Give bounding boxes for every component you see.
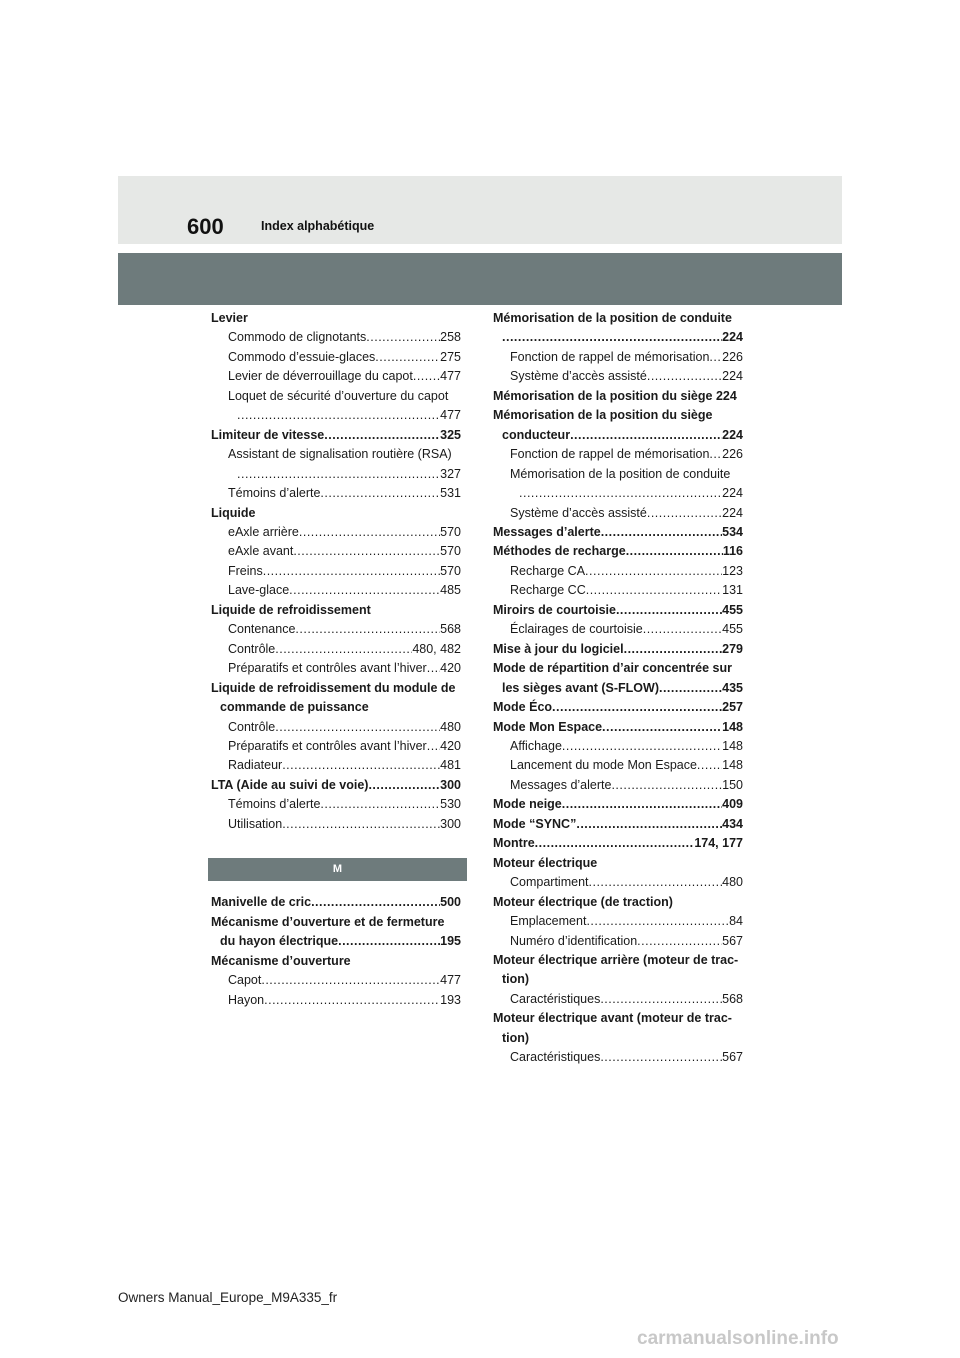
entry-page-ref: 480 xyxy=(440,719,461,734)
index-entry xyxy=(211,387,461,406)
entry-term: Mode Mon Espace xyxy=(493,719,603,734)
entry-term: Moteur électrique avant (moteur de trac- xyxy=(493,1011,732,1026)
entry-term: Levier xyxy=(211,311,248,325)
header-dark-band xyxy=(118,253,842,305)
dot-leader xyxy=(519,484,722,503)
dot-leader xyxy=(626,542,723,561)
index-entry xyxy=(211,913,461,932)
entry-term: Liquide de refroidissement xyxy=(211,602,371,617)
entry-term: Recharge CA xyxy=(510,563,586,578)
entry-term: Messages d’alerte xyxy=(493,524,601,539)
index-entry xyxy=(493,309,743,328)
entry-term: conducteur xyxy=(502,427,571,442)
index-entry xyxy=(493,504,743,523)
page-number: 600 xyxy=(187,214,224,239)
entry-term: du hayon électrique xyxy=(220,934,339,949)
dot-leader xyxy=(368,776,440,795)
entry-term: tion) xyxy=(502,1030,530,1045)
entry-term: Mode neige xyxy=(493,797,562,812)
entry-term: Commodo d’essuie-glaces xyxy=(228,349,376,364)
entry-term: Emplacement xyxy=(510,914,587,929)
entry-page-ref: 480 xyxy=(722,875,743,890)
dot-leader xyxy=(600,1048,722,1067)
index-entry xyxy=(211,406,461,425)
index-entry xyxy=(493,737,743,756)
index-entry xyxy=(493,659,743,678)
entry-page-ref: 420 xyxy=(440,738,461,753)
index-entries-l-group xyxy=(211,309,461,834)
dot-leader xyxy=(237,406,440,425)
dot-leader xyxy=(562,737,722,756)
index-entry xyxy=(211,542,461,561)
entry-term: Mémorisation de la position du siège 224 xyxy=(493,388,737,403)
index-entry xyxy=(493,1009,743,1028)
dot-leader xyxy=(282,815,440,834)
index-entry xyxy=(211,932,461,951)
index-entry xyxy=(493,1048,743,1067)
entry-term: Mémorisation de la position de conduite xyxy=(493,311,732,325)
entry-page-ref: 568 xyxy=(722,991,743,1006)
entry-term: Système d’accès assisté xyxy=(510,505,647,520)
index-entry xyxy=(493,523,743,542)
dot-leader xyxy=(600,990,722,1009)
index-entry xyxy=(493,990,743,1009)
entry-page-ref: 148 xyxy=(722,738,743,753)
index-entry xyxy=(493,756,743,775)
entry-term: Préparatifs et contrôles avant l’hiver xyxy=(228,661,427,676)
entry-page-ref: 325 xyxy=(440,427,461,442)
entry-term: Limiteur de vitesse xyxy=(211,427,325,442)
dot-leader xyxy=(562,795,722,814)
index-entry xyxy=(211,504,461,523)
entry-page-ref: 148 xyxy=(722,719,743,734)
entry-term: Liquide de refroidissement du module de xyxy=(211,680,456,695)
dot-leader xyxy=(311,893,440,912)
entry-page-ref: 567 xyxy=(722,1050,743,1065)
entry-term: eAxle avant xyxy=(228,544,294,559)
entry-page-ref: 455 xyxy=(722,602,743,617)
entry-page-ref: 531 xyxy=(440,486,461,501)
entry-term: tion) xyxy=(502,972,530,987)
entry-page-ref: 567 xyxy=(722,933,743,948)
entry-term: Éclairages de courtoisie xyxy=(510,622,643,637)
entry-term: Témoins d’alerte xyxy=(228,486,321,501)
index-entry xyxy=(211,367,461,386)
entry-term: Mode “SYNC” xyxy=(493,816,577,831)
entry-page-ref: 193 xyxy=(440,992,461,1007)
index-entry xyxy=(493,542,743,561)
entry-term: Moteur électrique xyxy=(493,855,598,870)
index-entry xyxy=(211,581,461,600)
dot-leader xyxy=(324,426,440,445)
dot-leader xyxy=(275,718,440,737)
dot-leader xyxy=(289,581,440,600)
dot-leader xyxy=(366,328,440,347)
index-entry xyxy=(211,601,461,620)
entry-term: Contenance xyxy=(228,622,296,637)
index-entry xyxy=(493,406,743,425)
index-entry xyxy=(493,640,743,659)
index-entry xyxy=(211,718,461,737)
entry-page-ref: 477 xyxy=(440,408,461,423)
index-entry xyxy=(211,562,461,581)
entry-term: eAxle arrière xyxy=(228,524,299,539)
entry-term: Lave-glace xyxy=(228,583,290,598)
entry-term: Messages d’alerte xyxy=(510,777,612,792)
index-entry xyxy=(211,659,461,678)
entry-term: Freins xyxy=(228,563,263,578)
entry-term: Fonction de rappel de mémorisation xyxy=(510,447,710,462)
dot-leader xyxy=(282,756,440,775)
index-entry xyxy=(211,795,461,814)
entry-term: Recharge CC xyxy=(510,583,586,598)
entry-term: Numéro d’identification xyxy=(510,933,638,948)
entry-term: Affichage xyxy=(510,738,562,753)
index-entry xyxy=(493,367,743,386)
entry-page-ref: 477 xyxy=(440,369,461,384)
entry-page-ref: 477 xyxy=(440,973,461,988)
entry-page-ref: 570 xyxy=(440,524,461,539)
index-entry xyxy=(493,834,743,853)
entry-term: Caractéristiques xyxy=(510,1050,601,1065)
entry-term: Préparatifs et contrôles avant l’hiver xyxy=(228,738,427,753)
entry-page-ref: 224 xyxy=(722,486,743,501)
index-entry xyxy=(493,698,743,717)
index-entry xyxy=(211,698,461,717)
entry-term: Assistant de signalisation routière (RSA) xyxy=(228,447,452,462)
dot-leader xyxy=(338,932,440,951)
dot-leader xyxy=(637,932,722,951)
entry-page-ref: 500 xyxy=(440,895,461,910)
entry-term: Utilisation xyxy=(228,816,283,831)
index-entry xyxy=(493,795,743,814)
index-entry xyxy=(493,815,743,834)
entry-page-ref: 226 xyxy=(722,349,743,364)
entry-page-ref: 300 xyxy=(440,816,461,831)
entry-term: Mémorisation de la position de conduite xyxy=(510,466,731,481)
entry-page-ref: 195 xyxy=(440,934,461,949)
entry-term: Hayon xyxy=(228,992,265,1007)
dot-leader xyxy=(585,562,722,581)
entry-page-ref: 481 xyxy=(440,758,461,773)
index-entry xyxy=(493,484,743,503)
index-entry xyxy=(211,465,461,484)
entry-term: Radiateur xyxy=(228,758,283,773)
index-entry xyxy=(493,951,743,970)
index-entry xyxy=(493,893,743,912)
dot-leader xyxy=(293,542,440,561)
index-entry xyxy=(211,328,461,347)
index-entry xyxy=(493,620,743,639)
entry-term: LTA (Aide au suivi de voie) xyxy=(211,777,369,792)
dot-leader xyxy=(602,718,722,737)
entry-term: Mise à jour du logiciel xyxy=(493,641,624,656)
index-entry xyxy=(493,426,743,445)
entry-term: Système d’accès assisté xyxy=(510,369,647,384)
index-entry xyxy=(493,387,743,406)
dot-leader xyxy=(264,991,440,1010)
entry-term: Liquide xyxy=(211,505,256,520)
dot-leader xyxy=(647,367,722,386)
watermark: carmanualsonline.info xyxy=(637,1328,839,1349)
entry-term: Contrôle xyxy=(228,719,276,734)
entry-term: les sièges avant (S-FLOW) xyxy=(502,680,659,695)
entry-page-ref: 131 xyxy=(722,583,743,598)
index-entry xyxy=(211,620,461,639)
entry-page-ref: 226 xyxy=(722,447,743,462)
dot-leader xyxy=(624,640,723,659)
index-entry xyxy=(211,445,461,464)
entry-term: Mécanisme d’ouverture et de fermeture xyxy=(211,914,445,929)
index-column-right xyxy=(493,309,743,1068)
index-entry xyxy=(493,718,743,737)
entry-page-ref: 123 xyxy=(722,563,743,578)
dot-leader xyxy=(261,971,440,990)
dot-leader xyxy=(535,834,695,853)
entry-page-ref: 300 xyxy=(440,777,461,792)
index-entry xyxy=(493,679,743,698)
entry-page-ref: 534 xyxy=(722,524,743,539)
entry-page-ref: 570 xyxy=(440,544,461,559)
dot-leader xyxy=(647,504,722,523)
dot-leader xyxy=(427,737,440,756)
index-entry xyxy=(493,445,743,464)
index-entry xyxy=(211,815,461,834)
index-entry xyxy=(493,581,743,600)
dot-leader xyxy=(502,328,722,347)
entry-page-ref: 224 xyxy=(722,330,743,345)
dot-leader xyxy=(320,484,440,503)
entry-page-ref: 480, 482 xyxy=(412,641,461,656)
dot-leader xyxy=(586,912,729,931)
index-entry xyxy=(211,893,461,912)
entry-page-ref: 435 xyxy=(722,680,743,695)
entry-page-ref: 224 xyxy=(722,505,743,520)
footer-doc-id: Owners Manual_Europe_M9A335_fr xyxy=(118,1290,338,1305)
entry-page-ref: 327 xyxy=(440,466,461,481)
index-entry xyxy=(211,776,461,795)
dot-leader xyxy=(570,426,722,445)
index-entry xyxy=(211,991,461,1010)
dot-leader xyxy=(237,465,440,484)
index-entry xyxy=(493,328,743,347)
entry-page-ref: 530 xyxy=(440,797,461,812)
entry-page-ref: 420 xyxy=(440,661,461,676)
entry-page-ref: 258 xyxy=(440,330,461,345)
header-band xyxy=(118,176,842,244)
entry-page-ref: 257 xyxy=(722,700,743,715)
entry-term: Miroirs de courtoisie xyxy=(493,602,616,617)
dot-leader xyxy=(601,523,722,542)
dot-leader xyxy=(611,776,722,795)
entry-term: Loquet de sécurité d’ouverture du capot xyxy=(228,388,449,403)
dot-leader xyxy=(320,795,440,814)
entry-page-ref: 485 xyxy=(440,583,461,598)
index-entry xyxy=(211,426,461,445)
index-entry xyxy=(493,912,743,931)
entry-page-ref: 150 xyxy=(722,777,743,792)
entry-term: Commodo de clignotants xyxy=(228,330,367,345)
entry-term: Capot xyxy=(228,973,262,988)
letter-section-header: M xyxy=(208,858,467,881)
dot-leader xyxy=(552,698,722,717)
index-entry xyxy=(493,562,743,581)
dot-leader xyxy=(263,562,440,581)
index-entry xyxy=(493,854,743,873)
index-entry xyxy=(493,776,743,795)
entry-page-ref: 174, 177 xyxy=(694,836,743,851)
index-entry xyxy=(211,309,461,328)
entry-page-ref: 434 xyxy=(722,816,743,831)
entry-page-ref: 455 xyxy=(722,622,743,637)
dot-leader xyxy=(275,640,412,659)
dot-leader xyxy=(295,620,440,639)
index-entry xyxy=(493,970,743,989)
index-entry xyxy=(211,679,461,698)
index-entry xyxy=(211,348,461,367)
entry-term: Méthodes de recharge xyxy=(493,544,626,559)
index-entry xyxy=(493,1029,743,1048)
dot-leader xyxy=(659,679,722,698)
entry-page-ref: 568 xyxy=(440,622,461,637)
entry-page-ref: 570 xyxy=(440,563,461,578)
entry-term: commande de puissance xyxy=(220,700,369,715)
dot-leader xyxy=(643,620,722,639)
index-column-left xyxy=(211,309,461,1010)
index-entries-right xyxy=(493,309,743,1068)
index-entry xyxy=(211,737,461,756)
entry-term: Contrôle xyxy=(228,641,276,656)
index-entry xyxy=(211,523,461,542)
entry-term: Moteur électrique arrière (moteur de trac- xyxy=(493,952,739,967)
index-entry xyxy=(211,640,461,659)
entry-term: Mémorisation de la position du siège xyxy=(493,408,713,423)
dot-leader xyxy=(586,581,722,600)
entry-term: Témoins d’alerte xyxy=(228,797,321,812)
entry-page-ref: 275 xyxy=(440,349,461,364)
entry-term: Mécanisme d’ouverture xyxy=(211,953,351,968)
entry-term: Moteur électrique (de traction) xyxy=(493,894,673,909)
entry-term: Levier de déverrouillage du capot xyxy=(228,369,413,384)
entry-term: Fonction de rappel de mémorisation xyxy=(510,349,710,364)
dot-leader xyxy=(709,348,722,367)
entry-term: Mode Éco xyxy=(493,700,553,715)
dot-leader xyxy=(375,348,440,367)
dot-leader xyxy=(576,815,722,834)
index-entry xyxy=(493,601,743,620)
index-entry xyxy=(493,873,743,892)
entry-page-ref: 279 xyxy=(722,641,743,656)
index-entry xyxy=(211,971,461,990)
entry-term: Montre xyxy=(493,836,535,851)
dot-leader xyxy=(299,523,440,542)
index-entry xyxy=(211,756,461,775)
entry-page-ref: 148 xyxy=(722,758,743,773)
dot-leader xyxy=(697,756,722,775)
entry-term: Compartiment xyxy=(510,875,589,890)
dot-leader xyxy=(709,445,722,464)
index-entry xyxy=(493,465,743,484)
entry-term: Manivelle de cric xyxy=(211,895,312,910)
dot-leader xyxy=(616,601,722,620)
entry-term: Mode de répartition d’air concentrée sur xyxy=(493,661,732,676)
dot-leader xyxy=(413,367,440,386)
entry-page-ref: 409 xyxy=(722,797,743,812)
entry-page-ref: 224 xyxy=(722,369,743,384)
index-entries-m-group xyxy=(211,893,461,1010)
index-entry xyxy=(493,932,743,951)
section-title: Index alphabétique xyxy=(261,219,375,233)
dot-leader xyxy=(589,873,723,892)
entry-term: Caractéristiques xyxy=(510,991,601,1006)
index-entry xyxy=(493,348,743,367)
entry-term: Lancement du mode Mon Espace xyxy=(510,758,697,773)
index-entry xyxy=(211,484,461,503)
index-entry xyxy=(211,952,461,971)
entry-page-ref: 116 xyxy=(722,544,743,559)
entry-page-ref: 224 xyxy=(722,427,743,442)
dot-leader xyxy=(427,659,440,678)
entry-page-ref: 84 xyxy=(729,914,743,929)
